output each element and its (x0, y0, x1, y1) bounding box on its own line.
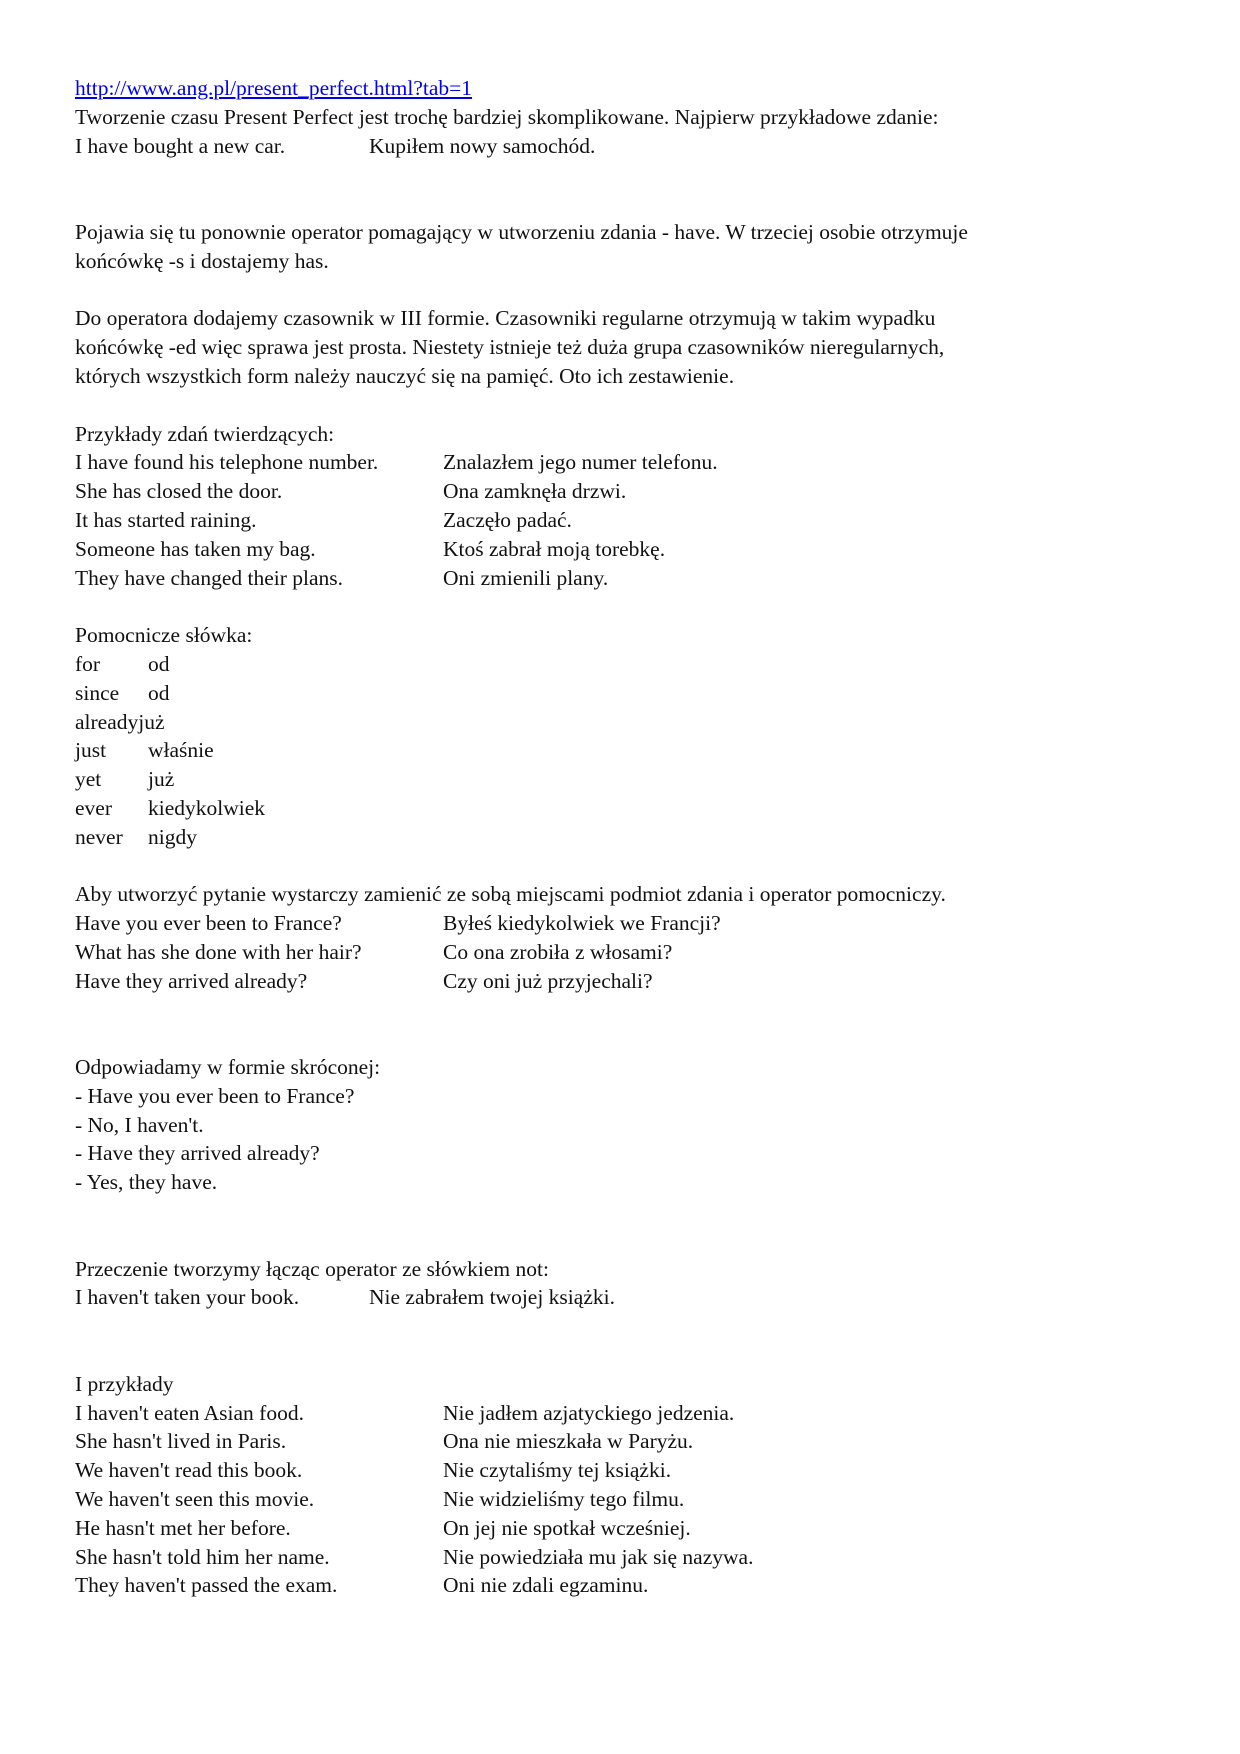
sentence-english: Have they arrived already? (75, 968, 308, 993)
helper-polish: kiedykolwiek (148, 795, 266, 820)
sentence-english: He hasn't met her before. (75, 1515, 291, 1540)
helper-word-row (75, 823, 1175, 852)
negative-example-row (75, 1456, 1175, 1485)
source-link-line (75, 74, 1175, 103)
helper-english: ever (75, 795, 112, 820)
sentence-english: What has she done with her hair? (75, 939, 362, 964)
helper-word-row (75, 794, 1175, 823)
sentence-polish: Co ona zrobiła z włosami? (443, 939, 673, 964)
helper-english: never (75, 824, 123, 849)
negation-example (75, 1283, 1175, 1312)
negative-example-row (75, 1514, 1175, 1543)
helper-english: already (75, 709, 139, 734)
example-polish: Kupiłem nowy samochód. (369, 133, 596, 158)
helper-english: since (75, 680, 120, 705)
affirmative-row (75, 535, 1175, 564)
negative-example-row (75, 1543, 1175, 1572)
verb-paragraph-line: których wszystkich form należy nauczyć się na pamięć. Oto ich zestawienie. (75, 363, 735, 388)
sentence-polish: Zaczęło padać. (443, 507, 572, 532)
questions-heading: Aby utworzyć pytanie wystarczy zamienić ze sobą miejscami podmiot zdania i operator pomocniczy. (75, 882, 946, 907)
sentence-english: It has started raining. (75, 507, 257, 532)
helper-word-row (75, 708, 1175, 737)
source-link[interactable]: http://www.ang.pl/present_perfect.html?tab=1 (75, 76, 473, 100)
short-answers-heading: Odpowiadamy w formie skróconej: (75, 1055, 381, 1080)
verb-paragraph-line: Do operatora dodajemy czasownik w III formie. Czasowniki regularne otrzymują w takim wypadku (75, 306, 936, 331)
sentence-english: Someone has taken my bag. (75, 536, 316, 561)
intro-example (75, 132, 1175, 161)
short-answer-line: - Have they arrived already? (75, 1141, 320, 1166)
example-english: I have bought a new car. (75, 133, 286, 158)
short-answer-line: - No, I haven't. (75, 1112, 204, 1137)
sentence-english: Have you ever been to France? (75, 911, 342, 936)
sentence-polish: Nie czytaliśmy tej książki. (443, 1458, 672, 1483)
document-page (75, 74, 1175, 1600)
sentence-polish: Nie powiedziała mu jak się nazywa. (443, 1544, 754, 1569)
negative-example-row (75, 1571, 1175, 1600)
helper-english: just (75, 738, 107, 763)
sentence-polish: Byłeś kiedykolwiek we Francji? (443, 911, 721, 936)
helper-polish: już (148, 767, 175, 792)
sentence-english: She hasn't lived in Paris. (75, 1429, 287, 1454)
sentence-polish: On jej nie spotkał wcześniej. (443, 1515, 691, 1540)
affirmative-row (75, 564, 1175, 593)
sentence-english: We haven't read this book. (75, 1458, 303, 1483)
question-row (75, 938, 1175, 967)
helper-polish: od (148, 651, 170, 676)
sentence-english: I haven't taken your book. (75, 1285, 300, 1310)
negative-example-row (75, 1485, 1175, 1514)
short-answer-line: - Have you ever been to France? (75, 1083, 355, 1108)
helper-polish: nigdy (148, 824, 197, 849)
sentence-polish: Nie widzieliśmy tego filmu. (443, 1487, 685, 1512)
helper-polish: od (148, 680, 170, 705)
sentence-polish: Nie jadłem azjatyckiego jedzenia. (443, 1400, 735, 1425)
sentence-english: They haven't passed the exam. (75, 1573, 338, 1598)
verb-paragraph-line: końcówkę -ed więc sprawa jest prosta. Niestety istnieje też duża grupa czasowników nieregularnych, (75, 335, 945, 360)
sentence-polish: Ona zamknęła drzwi. (443, 479, 627, 504)
helper-english: for (75, 651, 101, 676)
intro-text: Tworzenie czasu Present Perfect jest trochę bardziej skomplikowane. Najpierw przykładowe zdanie: (75, 104, 939, 129)
helper-polish: już (138, 709, 165, 734)
affirmative-row (75, 448, 1175, 477)
sentence-polish: Czy oni już przyjechali? (443, 968, 653, 993)
sentence-english: I haven't eaten Asian food. (75, 1400, 304, 1425)
negative-example-row (75, 1427, 1175, 1456)
sentence-polish: Ona nie mieszkała w Paryżu. (443, 1429, 694, 1454)
affirmative-heading: Przykłady zdań twierdzących: (75, 421, 335, 446)
helper-word-row (75, 736, 1175, 765)
short-answer-line: - Yes, they have. (75, 1170, 218, 1195)
affirmative-row (75, 506, 1175, 535)
helper-english: yet (75, 767, 102, 792)
more-examples-heading: I przykłady (75, 1371, 174, 1396)
helper-word-row (75, 650, 1175, 679)
sentence-english: She has closed the door. (75, 479, 283, 504)
helper-word-row (75, 765, 1175, 794)
negative-example-row (75, 1399, 1175, 1428)
question-row (75, 967, 1175, 996)
sentence-english: I have found his telephone number. (75, 450, 379, 475)
sentence-polish: Nie zabrałem twojej książki. (369, 1285, 615, 1310)
helper-word-row (75, 679, 1175, 708)
operator-paragraph-line: Pojawia się tu ponownie operator pomagający w utworzeniu zdania - have. W trzeciej osobie otrzymuje (75, 219, 968, 244)
negation-heading: Przeczenie tworzymy łącząc operator ze słówkiem not: (75, 1256, 549, 1281)
sentence-english: She hasn't told him her name. (75, 1544, 330, 1569)
operator-paragraph-line: końcówkę -s i dostajemy has. (75, 248, 329, 273)
sentence-polish: Oni zmienili plany. (443, 565, 609, 590)
sentence-english: We haven't seen this movie. (75, 1487, 315, 1512)
sentence-english: They have changed their plans. (75, 565, 344, 590)
sentence-polish: Oni nie zdali egzaminu. (443, 1573, 649, 1598)
sentence-polish: Znalazłem jego numer telefonu. (443, 450, 718, 475)
question-row (75, 909, 1175, 938)
helpers-heading: Pomocnicze słówka: (75, 623, 253, 648)
helper-polish: właśnie (148, 738, 214, 763)
affirmative-row (75, 477, 1175, 506)
sentence-polish: Ktoś zabrał moją torebkę. (443, 536, 666, 561)
